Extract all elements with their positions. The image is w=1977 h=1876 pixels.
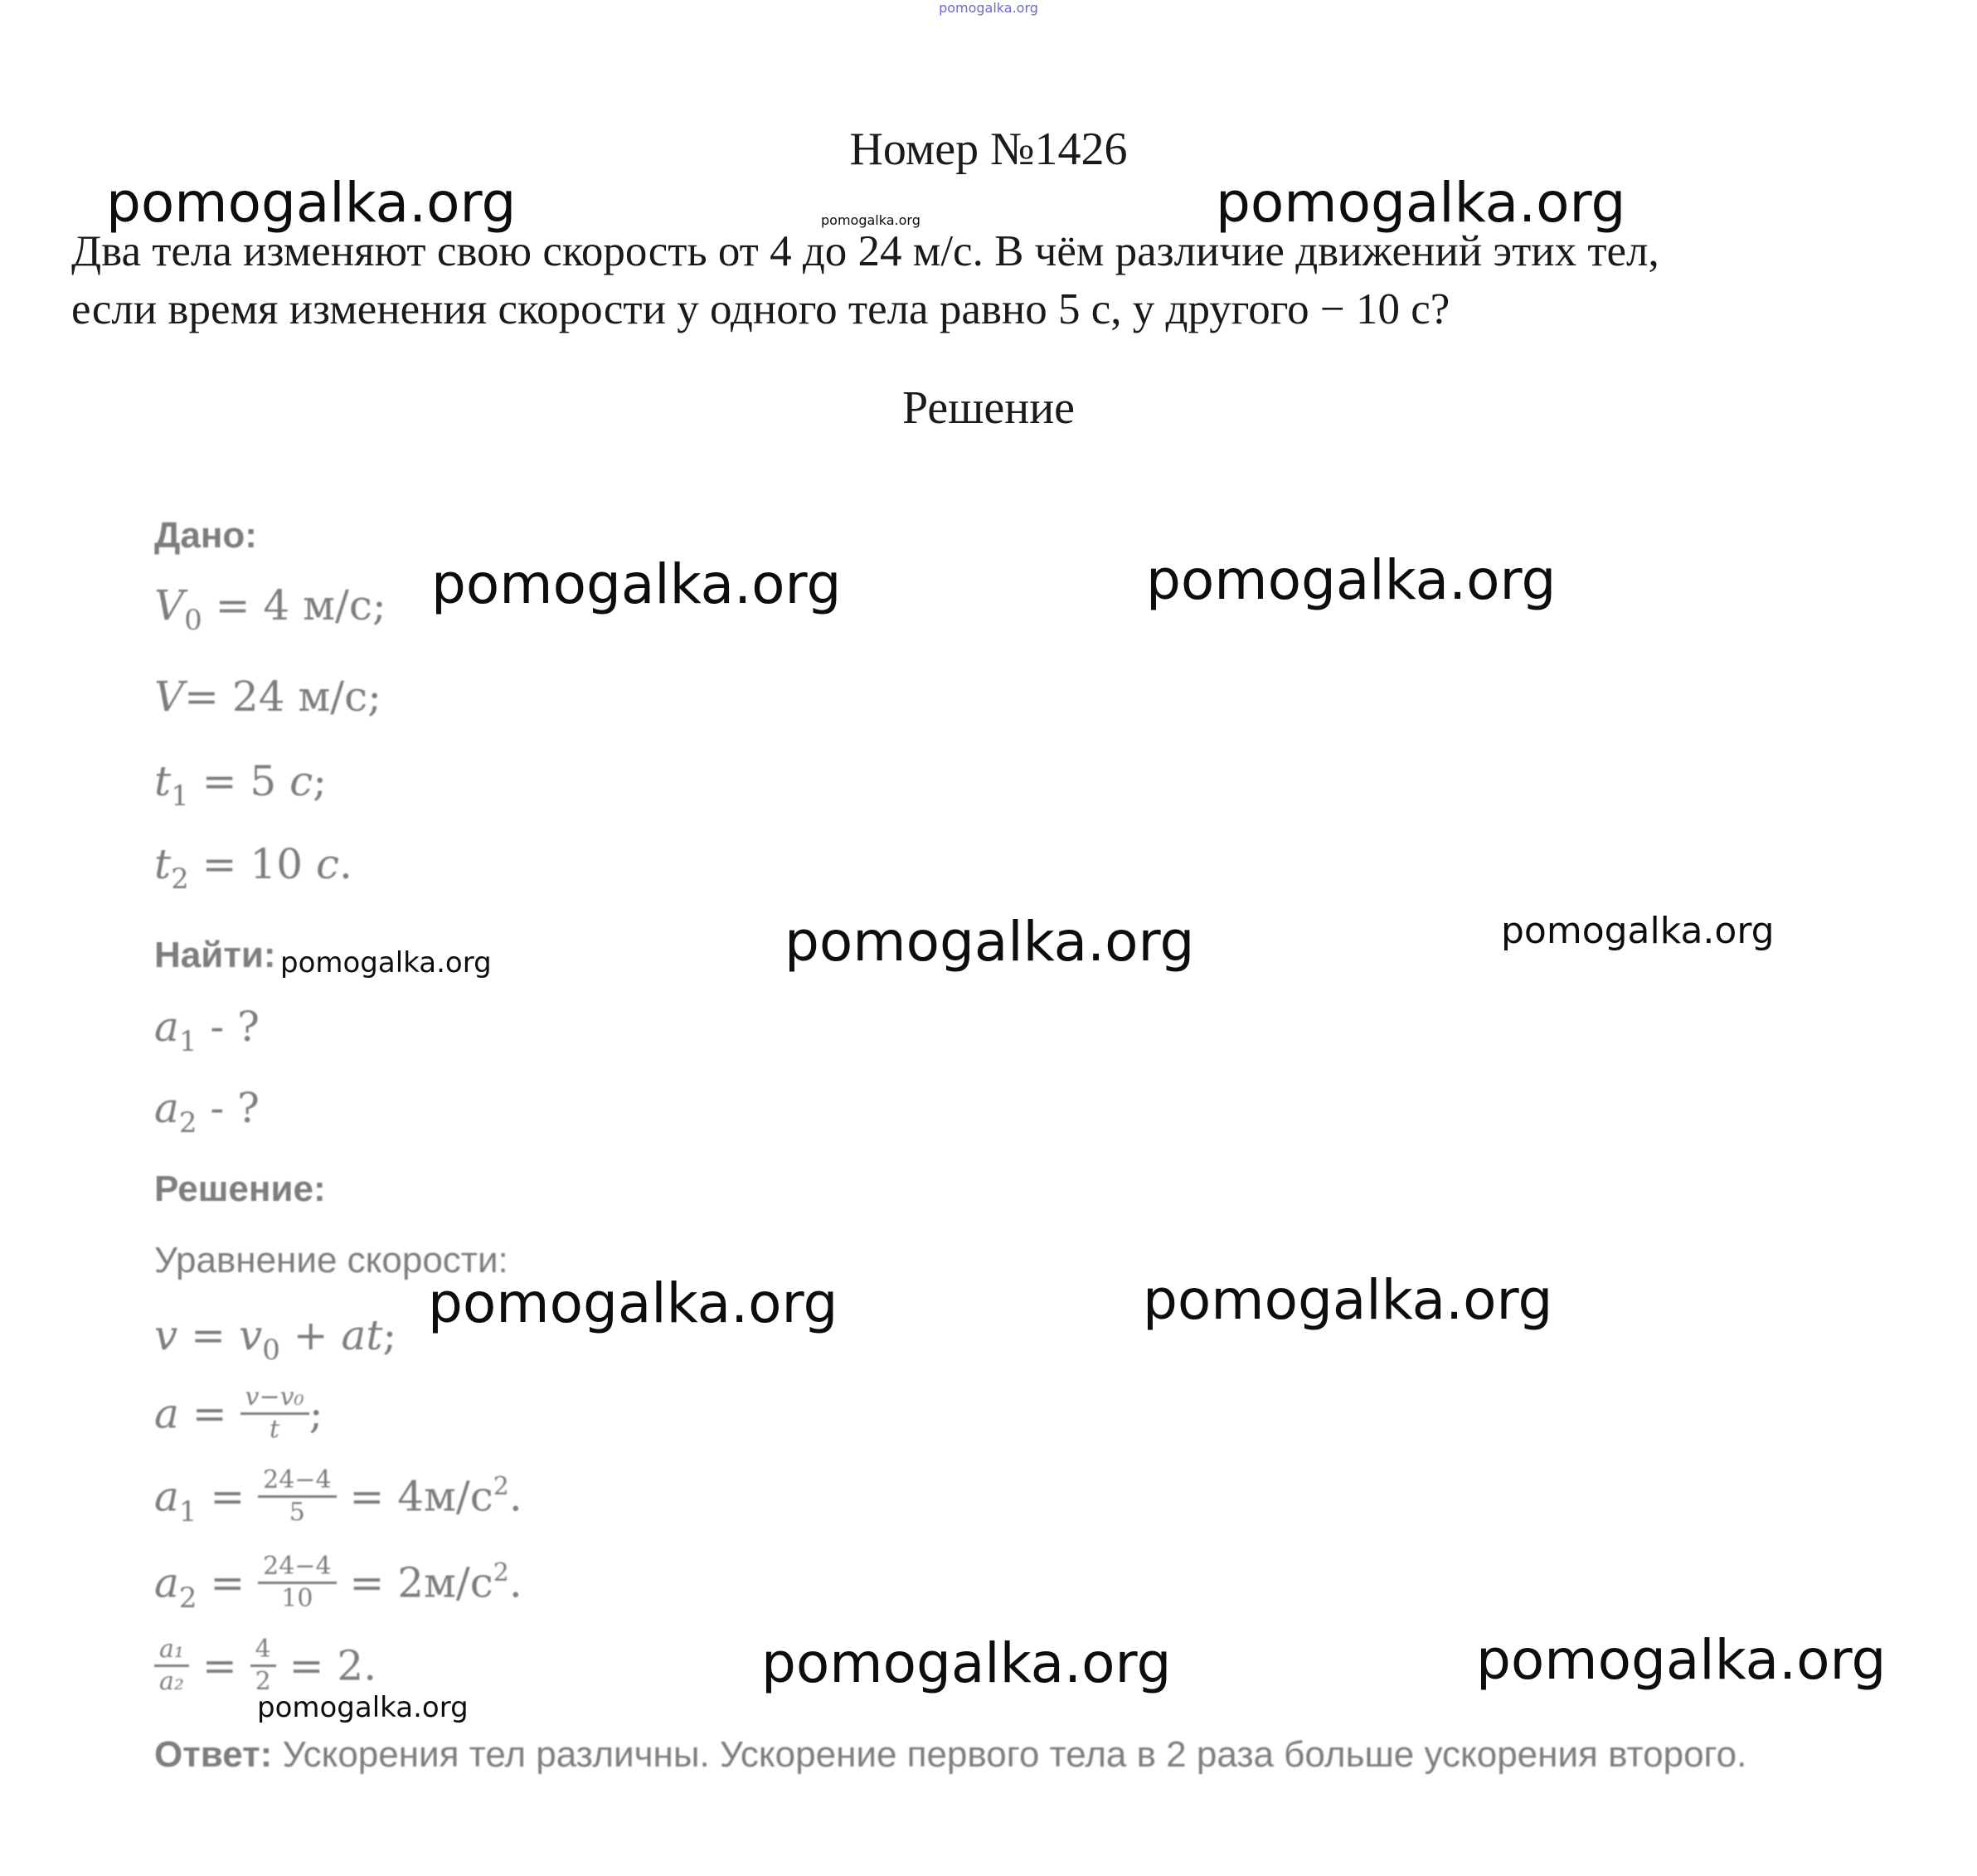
eq5-equals: =	[188, 1641, 250, 1690]
eq3-superscript: 2	[493, 1471, 509, 1501]
a1-symbol: a	[154, 1003, 179, 1051]
t2-equals: = 10	[188, 840, 316, 888]
answer	[154, 1733, 1746, 1776]
eq4-a: a	[154, 1558, 179, 1607]
eq4-subscript: 2	[178, 1581, 197, 1615]
problem-line-2: если время изменения скорости у одного тела равно 5 с, у другого − 10 с?	[71, 285, 1450, 333]
eq1-end: ;	[382, 1311, 397, 1359]
eq4-result: = 2м/с	[336, 1558, 493, 1607]
eq4-end: .	[508, 1558, 522, 1607]
v0-subscript: 0	[184, 604, 202, 637]
eq4-fraction	[258, 1553, 336, 1613]
eq5-denominator-2: 2	[255, 1667, 271, 1696]
eq3-end: .	[508, 1472, 522, 1521]
find-a1	[154, 1002, 260, 1057]
eq5-fraction-2	[250, 1635, 276, 1696]
watermark: pomogalka.org	[1143, 1268, 1553, 1332]
v0-value: = 4 м/с;	[202, 581, 386, 629]
eq3-equals: =	[197, 1472, 259, 1521]
given-t2	[154, 839, 352, 894]
t1-end: ;	[313, 757, 327, 805]
eq3-result: = 4м/с	[336, 1472, 493, 1521]
a1-subscript: 1	[178, 1025, 197, 1058]
eq1-equals: =	[177, 1311, 239, 1359]
eq4-superscript: 2	[493, 1558, 509, 1587]
speed-equation-label: Уравнение скорости:	[154, 1240, 508, 1281]
eq1-v0-subscript: 0	[262, 1334, 280, 1367]
eq5-denominator-1: a₂	[159, 1667, 184, 1696]
given-t1	[154, 756, 327, 811]
problem-statement	[71, 222, 1921, 338]
eq5-numerator-1: a₁	[159, 1635, 184, 1664]
watermark: pomogalka.org	[280, 946, 492, 979]
eq5-result: = 2.	[275, 1641, 377, 1690]
solution-heading: Решение	[901, 382, 1076, 434]
answer-label: Ответ:	[154, 1734, 273, 1775]
watermark: pomogalka.org	[1501, 910, 1775, 952]
watermark: pomogalka.org	[1216, 171, 1626, 235]
t1-equals: = 5	[188, 757, 290, 805]
watermark: pomogalka.org	[431, 552, 842, 616]
eq2-equals: =	[178, 1389, 240, 1438]
t2-subscript: 2	[171, 863, 189, 896]
eq4-denominator: 10	[281, 1584, 313, 1613]
eq4-equals: =	[197, 1558, 259, 1607]
problem-line-1: Два тела изменяют свою скорость от 4 до 24 м/с. В чём различие движений этих тел,	[71, 227, 1659, 275]
eq5-fraction-1	[154, 1635, 189, 1696]
watermark: pomogalka.org	[784, 910, 1195, 974]
watermark: pomogalka.org	[821, 212, 920, 228]
eq2-denominator: t	[270, 1415, 280, 1444]
eq4-numerator: 24−4	[263, 1552, 332, 1581]
eq3-numerator: 24−4	[263, 1465, 332, 1494]
watermark: pomogalka.org	[761, 1631, 1172, 1695]
watermark: pomogalka.org	[257, 1691, 469, 1724]
t2-unit: c	[315, 840, 339, 888]
given-label: Дано:	[154, 515, 257, 556]
equation-acceleration	[154, 1383, 323, 1447]
a2-subscript: 2	[178, 1106, 197, 1140]
eq1-plus: +	[279, 1311, 342, 1359]
a2-unknown: - ?	[197, 1084, 260, 1132]
eq3-a: a	[154, 1472, 179, 1521]
page-title: Номер №1426	[849, 124, 1128, 175]
eq1-v0: v	[238, 1311, 263, 1359]
v-symbol: V	[154, 673, 185, 721]
eq3-denominator: 5	[289, 1498, 305, 1527]
watermark: pomogalka.org	[106, 171, 517, 235]
t2-symbol: t	[154, 840, 172, 888]
t1-unit: c	[289, 757, 313, 805]
a2-symbol: a	[154, 1084, 179, 1132]
eq2-fraction	[240, 1383, 309, 1444]
v0-symbol: V	[154, 581, 185, 629]
eq5-numerator-2: 4	[255, 1635, 271, 1664]
eq2-numerator: v−v₀	[245, 1383, 304, 1412]
t1-symbol: t	[154, 757, 172, 805]
eq2-end: ;	[308, 1389, 323, 1438]
find-label: Найти:	[154, 935, 276, 975]
equation-a1	[154, 1465, 522, 1530]
eq1-v: v	[154, 1311, 178, 1359]
eq1-at: at	[341, 1311, 383, 1359]
eq3-fraction	[258, 1466, 336, 1527]
watermark: pomogalka.org	[1476, 1628, 1887, 1692]
v-value: = 24 м/с;	[184, 673, 381, 721]
answer-text: Ускорения тел различны. Ускорение первого тела в 2 раза больше ускорения второго.	[272, 1734, 1747, 1775]
solve-label: Решение:	[154, 1169, 326, 1209]
given-v	[154, 672, 381, 722]
find-a2	[154, 1083, 260, 1138]
a1-unknown: - ?	[197, 1003, 260, 1051]
watermark: pomogalka.org	[1146, 548, 1557, 612]
equation-a2	[154, 1552, 522, 1616]
eq2-a: a	[154, 1389, 179, 1438]
t1-subscript: 1	[171, 780, 189, 813]
top-watermark: pomogalka.org	[939, 0, 1038, 16]
eq3-subscript: 1	[178, 1494, 197, 1529]
t2-end: .	[338, 840, 352, 888]
equation-velocity	[154, 1310, 396, 1365]
given-v0	[154, 581, 386, 635]
watermark: pomogalka.org	[428, 1271, 838, 1335]
